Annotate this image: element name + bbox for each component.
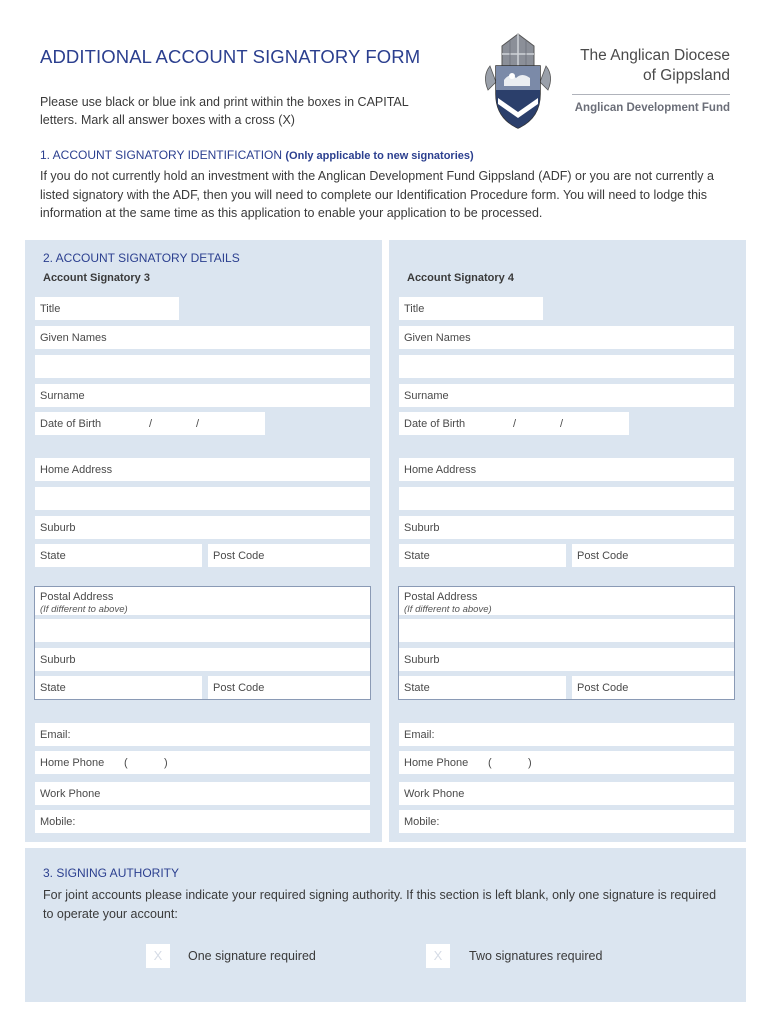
form-title: ADDITIONAL ACCOUNT SIGNATORY FORM [40,46,421,67]
s4-dob-field[interactable] [399,412,629,435]
s4-given-names-line2[interactable] [399,355,734,378]
section2-heading: 2. ACCOUNT SIGNATORY DETAILS [43,251,240,265]
two-signatures-checkbox[interactable]: X [426,944,450,968]
s4-postal-note: (If different to above) [404,604,492,615]
s4-dob-label: Date of Birth [404,418,466,430]
s3-state-field[interactable]: State [35,544,202,567]
s3-postal-note: (If different to above) [40,604,128,615]
s4-postal-address-field[interactable] [399,587,734,615]
section1-heading [40,148,474,162]
s4-home-phone-field[interactable] [399,751,734,774]
s3-given-names-line2[interactable] [35,355,370,378]
organisation-subtitle: Anglican Development Fund [574,102,730,114]
s3-postal-address-label: Postal Address [40,591,114,603]
s3-dob-sep1: / [149,418,153,430]
s4-mobile-field[interactable]: Mobile: [399,810,734,833]
s3-home-address-line2[interactable] [35,487,370,510]
s3-postal-postcode-field[interactable]: Post Code [208,676,370,699]
s4-state-field[interactable]: State [399,544,566,567]
s4-home-address-line2[interactable] [399,487,734,510]
s3-mobile-field[interactable]: Mobile: [35,810,370,833]
s3-postal-state-field[interactable]: State [35,676,202,699]
s3-home-phone-paren-open: ( [124,757,128,769]
s3-title-field[interactable]: Title [35,297,179,320]
two-signatures-label: Two signatures required [469,949,603,963]
s3-dob-sep2: / [196,418,200,430]
organisation-name-line1: The Anglican Diocese [580,47,730,64]
signatory-3-heading: Account Signatory 3 [43,272,150,284]
s4-home-phone-label: Home Phone [404,757,469,769]
s4-email-field[interactable]: Email: [399,723,734,746]
form-instructions: Please use black or blue ink and print within the boxes in CAPITAL letters. Mark all answer boxes with a cross (X) [40,95,409,127]
s3-surname-field[interactable]: Surname [35,384,370,407]
s3-suburb-field[interactable]: Suburb [35,516,370,539]
signatory-4-heading: Account Signatory 4 [407,272,514,284]
section3-body: For joint accounts please indicate your required signing authority. If this section is left blank, only one signature is required to operate your account: [43,888,717,921]
s4-postal-address-label: Postal Address [404,591,478,603]
organisation-name-line2: of Gippsland [642,66,730,84]
s3-given-names-field[interactable]: Given Names [35,326,370,349]
s3-email-field[interactable]: Email: [35,723,370,746]
diocese-crest-logo [476,32,560,132]
s4-home-phone-paren-close: ) [528,757,532,769]
section1-body: If you do not currently hold an investment with the Anglican Development Fund Gippsland (ADF) or you are not currently a listed signatory with the ADF, then you will need to complete our Identification Procedure form. You will need to lodge this information at the same time as this application to enable your application to be processed. [40,169,714,220]
section1-title: 1. ACCOUNT SIGNATORY IDENTIFICATION [40,148,283,162]
one-signature-label: One signature required [188,949,316,963]
s4-dob-sep2: / [560,418,564,430]
s3-postal-suburb-field[interactable]: Suburb [35,648,370,671]
s3-home-phone-label: Home Phone [40,757,105,769]
s3-home-address-field[interactable]: Home Address [35,458,370,481]
s4-work-phone-field[interactable]: Work Phone [399,782,734,805]
organisation-name [580,46,730,85]
s4-surname-field[interactable]: Surname [399,384,734,407]
s4-dob-sep1: / [513,418,517,430]
s4-given-names-field[interactable]: Given Names [399,326,734,349]
s3-postal-address-line2[interactable] [35,619,370,642]
s3-postcode-field[interactable]: Post Code [208,544,370,567]
s4-home-phone-paren-open: ( [488,757,492,769]
s3-dob-field[interactable] [35,412,265,435]
s4-postal-address-line2[interactable] [399,619,734,642]
s4-suburb-field[interactable]: Suburb [399,516,734,539]
section1-note: (Only applicable to new signatories) [285,150,474,162]
s3-work-phone-field[interactable]: Work Phone [35,782,370,805]
s4-postcode-field[interactable]: Post Code [572,544,734,567]
s3-home-phone-paren-close: ) [164,757,168,769]
section3-heading: 3. SIGNING AUTHORITY [43,866,180,880]
one-signature-checkbox[interactable]: X [146,944,170,968]
s3-home-phone-field[interactable] [35,751,370,774]
s3-postal-address-field[interactable] [35,587,370,615]
s4-postal-postcode-field[interactable]: Post Code [572,676,734,699]
s4-title-field[interactable]: Title [399,297,543,320]
s4-postal-state-field[interactable]: State [399,676,566,699]
header-divider [572,94,730,95]
s4-home-address-field[interactable]: Home Address [399,458,734,481]
s4-postal-suburb-field[interactable]: Suburb [399,648,734,671]
s3-dob-label: Date of Birth [40,418,102,430]
